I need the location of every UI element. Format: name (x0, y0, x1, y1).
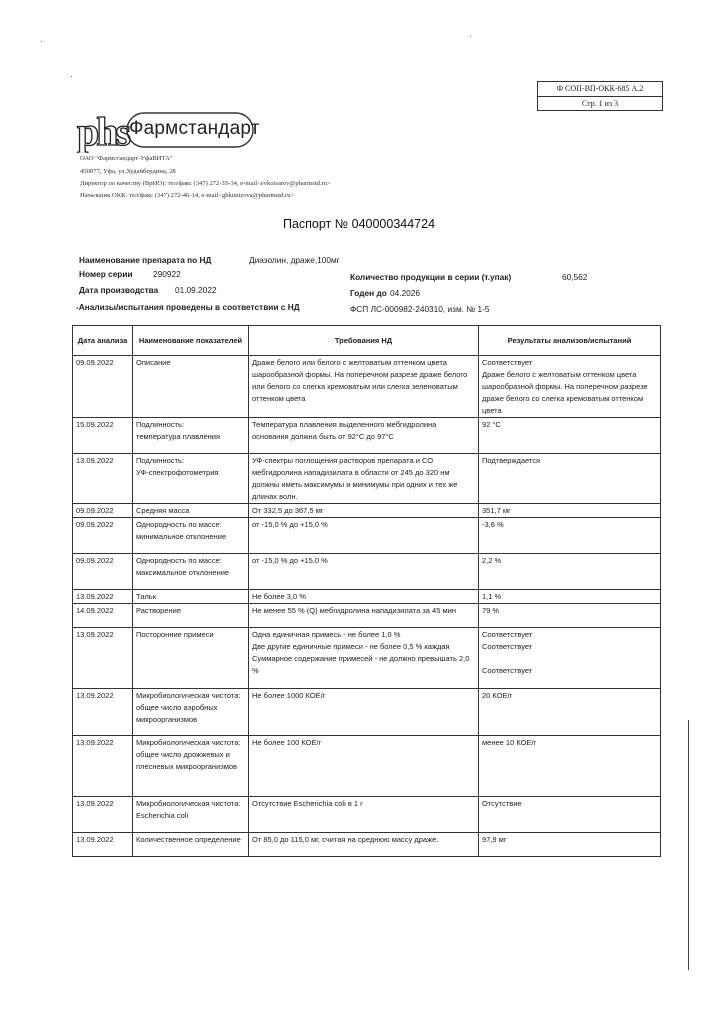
cell-requirement: от -15,0 % до +15,0 % (249, 554, 479, 590)
nd-reference-value: ФСП ЛС-000982-240310, изм. № 1-5 (350, 304, 490, 314)
analysis-basis-label: -Анализы/испытания проведены в соответствии с НД (76, 302, 300, 312)
column-header-date: Дата анализа (73, 326, 133, 356)
cell-indicator: Средняя масса (133, 504, 249, 518)
table-row (73, 628, 661, 689)
cell-result: 79 % (479, 604, 661, 628)
svg-text:phs: phs (77, 109, 129, 153)
cell-date: 15.09.2022 (73, 418, 133, 454)
table-row (73, 833, 661, 857)
cell-result: 97,9 мг (479, 833, 661, 857)
cell-date: 09.09.2022 (73, 504, 133, 518)
company-name: ОАО "Фармстандарт-УфаВИТА" (80, 155, 173, 162)
cell-date: 13.09.2022 (73, 736, 133, 797)
cell-indicator: Микробиологическая чистота: общее число аэробных микроорганизмов (133, 689, 249, 736)
cell-requirement: Отсутствие Escherichia coli в 1 г (249, 797, 479, 833)
table-row (73, 356, 661, 418)
cell-indicator: Микробиологическая чистота: общее число дрожжевых и плесневых микроорганизмов (133, 736, 249, 797)
cell-indicator: Тальк (133, 590, 249, 604)
table-row (73, 418, 661, 454)
table-row (73, 736, 661, 797)
cell-date: 09.09.2022 (73, 356, 133, 418)
cell-result: -3,6 % (479, 518, 661, 554)
drug-name-label: Наименование препарата по НД (79, 255, 212, 265)
column-header-requirements: Требования НД (249, 326, 479, 356)
company-address: 450077, Уфа, ул.Худайбердина, 28 (80, 168, 176, 175)
cell-requirement: Одна единичная примесь - не более 1,0 % Две другие единичные примеси - не более 0,5 % каждая Суммарное содержание примесей - не должно превышать 2,0 % (249, 628, 479, 689)
cell-indicator: Однородность по массе: минимальное отклонение (133, 518, 249, 554)
cell-date: 09.09.2022 (73, 554, 133, 590)
cell-result: Подтверждается (479, 454, 661, 504)
series-value: 290922 (153, 269, 181, 279)
scan-speck (41, 41, 42, 42)
cell-indicator: Однородность по массе: максимальное отклонение (133, 554, 249, 590)
cell-indicator: Микробиологическая чистота: Escherichia coli (133, 797, 249, 833)
scan-speck (71, 76, 72, 77)
cell-requirement: От 332,5 до 367,5 мг (249, 504, 479, 518)
cell-indicator: Подлинность: температура плавления (133, 418, 249, 454)
scan-edge-line (688, 720, 689, 970)
scan-speck (470, 36, 471, 37)
cell-indicator: Описание (133, 356, 249, 418)
column-header-results: Результаты анализов/испытаний (479, 326, 661, 356)
cell-result: менее 10 КОЕ/г (479, 736, 661, 797)
cell-requirement: Температура плавления выделенного мебгидролина основания должна быть от 92°C до 97°C (249, 418, 479, 454)
document-code: Ф СОП-ВП-ОКК-685 А.2 (538, 82, 662, 97)
page-counter: Стр. 1 из 3 (581, 99, 619, 108)
cell-result: Соответствует Драже белого с желтоватым оттенком цвета шарообразной формы. На поперечном разрезе драже белого со слегка кремоватым оттенком цвета (479, 356, 661, 418)
cell-indicator: Количественное определение (133, 833, 249, 857)
cell-requirement: от -15,0 % до +15,0 % (249, 518, 479, 554)
table-row (73, 590, 661, 604)
cell-result: 2,2 % (479, 554, 661, 590)
cell-requirement: Не более 3,0 % (249, 590, 479, 604)
cell-date: 13.09.2022 (73, 833, 133, 857)
drug-name-value: Диазолин, драже,100мг (249, 255, 340, 265)
expiry-value: 04.2026 (390, 288, 420, 298)
cell-indicator: Подлинность: УФ-спектрофотометрия (133, 454, 249, 504)
cell-requirement: Не более 100 КОЕ/г (249, 736, 479, 797)
column-header-indicator: Наименование показателей (133, 326, 249, 356)
table-row (73, 518, 661, 554)
production-date-label: Дата производства (79, 285, 159, 295)
quality-director-contact: Директор по качеству (ВрИО): тел/факс (347) 272-35-34, e-mail<evkotsarev@pharmstd.ru> (80, 180, 331, 187)
cell-requirement: Драже белого или белого с желтоватым оттенком цвета шарообразной формы. На поперечном разрезе драже белого или белого со слегка кремоватым или слегка зеленоватым оттенком цвета (249, 356, 479, 418)
quantity-value: 60,562 (562, 272, 588, 282)
cell-result: Соответствует Соответствует Соответствует (479, 628, 661, 689)
cell-requirement: Не менее 55 % (Q) мебгидролина нападизилата за 45 мин (249, 604, 479, 628)
cell-result: 351,7 мг (479, 504, 661, 518)
cell-result: 20 КОЕ/г (479, 689, 661, 736)
company-logo-text: Фармстандарт (129, 118, 260, 139)
cell-requirement: От 85,0 до 115,0 мг, считая на среднюю массу драже. (249, 833, 479, 857)
series-label: Номер серии (79, 269, 133, 279)
table-row (73, 689, 661, 736)
table-row (73, 454, 661, 504)
cell-indicator: Посторонние примеси (133, 628, 249, 689)
expiry-label: Годен до (350, 288, 387, 298)
table-row (73, 504, 661, 518)
cell-date: 14.09.2022 (73, 604, 133, 628)
quantity-label: Количество продукции в серии (т.упак) (350, 272, 512, 282)
cell-result: Отсутствие (479, 797, 661, 833)
cell-indicator: Растворение (133, 604, 249, 628)
page-title: Паспорт № 040000344724 (282, 217, 436, 231)
results-table (72, 325, 661, 857)
cell-date: 09.09.2022 (73, 518, 133, 554)
cell-result: 1,1 % (479, 590, 661, 604)
production-date-value: 01.09.2022 (175, 285, 217, 295)
document-code-box (537, 81, 663, 111)
cell-requirement: УФ-спектры поглощения растворов препарата и СО мебгидролина нападизилата в области от 245 до 320 нм должны иметь максимумы и минимумы при одних и тех же длинах волн. (249, 454, 479, 504)
cell-result: 92 °C (479, 418, 661, 454)
okk-head-contact: Начальник ОКК: тел/факс (347) 272-46-14, e-mail<ghkunizova@pharmstd.ru> (80, 192, 295, 199)
table-row (73, 554, 661, 590)
cell-date: 13.09.2022 (73, 689, 133, 736)
cell-date: 13.09.2022 (73, 628, 133, 689)
table-row (73, 797, 661, 833)
table-row (73, 604, 661, 628)
table-header-row (73, 326, 661, 356)
cell-date: 13.09.2022 (73, 797, 133, 833)
cell-date: 13.09.2022 (73, 454, 133, 504)
cell-date: 13.09.2022 (73, 590, 133, 604)
cell-requirement: Не более 1000 КОЕ/г (249, 689, 479, 736)
